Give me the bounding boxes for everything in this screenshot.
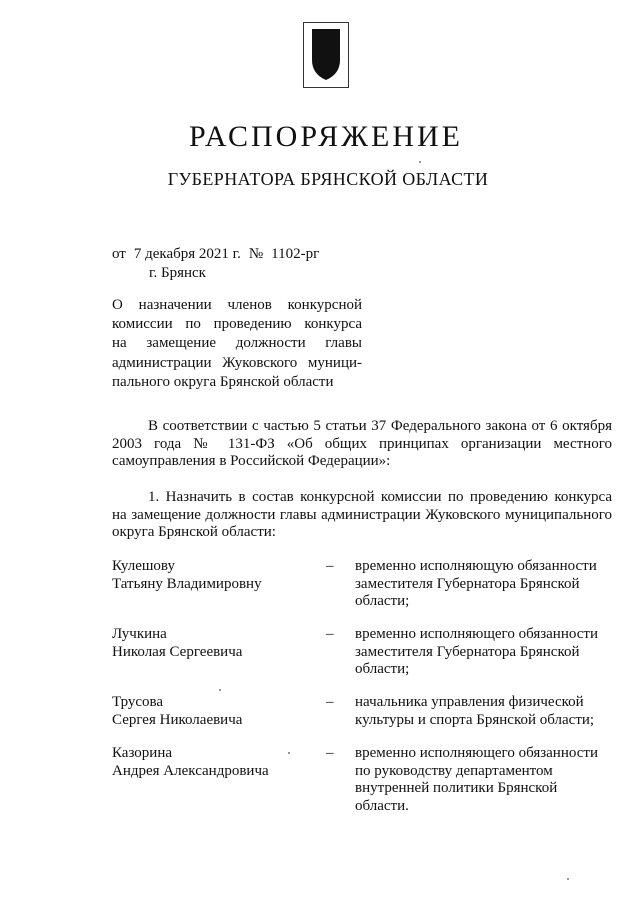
member-dash: – — [326, 626, 334, 642]
subject-line: администрации Жуковского муници- — [112, 354, 362, 371]
member-dash: – — [326, 694, 334, 710]
member-given-names: Татьяну Владимировну — [112, 575, 262, 592]
member-role-line: временно исполняющего обязанности — [355, 626, 598, 642]
member-given-names: Сергея Николаевича — [112, 711, 243, 728]
scan-speck — [288, 752, 290, 754]
preamble-paragraph — [112, 418, 612, 471]
member-role — [355, 694, 615, 729]
member-surname: Трусова — [112, 694, 164, 710]
item-1-line: на замещение должности главы администрации Жуковского муниципального — [112, 506, 612, 523]
preamble-line: В соответствии с частью 5 статьи 37 Федерального закона от 6 октября — [148, 418, 612, 434]
item-1-paragraph — [112, 489, 612, 542]
document-title: РАСПОРЯЖЕНИЕ — [188, 120, 464, 153]
scan-speck — [419, 161, 421, 163]
member-role — [355, 558, 615, 611]
subject-block — [112, 296, 362, 392]
scan-speck — [567, 878, 569, 880]
subject-line: О назначении членов конкурсной — [112, 297, 362, 313]
preamble-line: самоуправления в Российской Федерации»: — [112, 453, 391, 469]
date-prefix: от — [112, 246, 126, 262]
member-role-line: по руководству департаментом — [355, 762, 553, 779]
member-role-line: временно исполняющего обязанности — [355, 745, 598, 761]
date-number-line — [112, 246, 323, 263]
item-1-line: округа Брянской области: — [112, 524, 276, 540]
member-surname: Кулешову — [112, 558, 175, 574]
scan-speck — [219, 689, 221, 691]
member-name — [112, 745, 312, 780]
number-sign: № — [248, 246, 264, 262]
member-role — [355, 745, 615, 815]
document-subtitle: ГУБЕРНАТОРА БРЯНСКОЙ ОБЛАСТИ — [167, 169, 489, 189]
member-surname: Лучкина — [112, 626, 167, 642]
document-number: 1102-рг — [271, 246, 320, 262]
subject-line: пального округа Брянской области — [112, 373, 334, 390]
member-role-line: культуры и спорта Брянской области; — [355, 711, 595, 728]
member-surname: Казорина — [112, 745, 173, 761]
member-name — [112, 694, 312, 729]
member-role-line: внутренней политики Брянской — [355, 780, 558, 796]
member-role-line: области; — [355, 661, 410, 677]
member-role-line: области. — [355, 797, 409, 814]
subject-line: на замещение должности главы — [112, 335, 362, 352]
document-date: 7 декабря 2021 г. — [133, 246, 241, 262]
item-1-line: 1. Назначить в состав конкурсной комиссии по проведению конкурса — [148, 489, 612, 505]
member-role-line: временно исполняющую обязанности — [355, 558, 597, 574]
preamble-line: 2003 года № 131-ФЗ «Об общих принципах организации местного — [112, 435, 612, 452]
subject-line: комиссии по проведению конкурса — [112, 316, 362, 333]
member-dash: – — [326, 558, 334, 574]
coat-of-arms-icon — [303, 22, 349, 88]
member-role-line: заместителя Губернатора Брянской — [355, 575, 580, 592]
city: г. Брянск — [149, 265, 206, 281]
member-given-names: Андрея Александровича — [112, 762, 269, 779]
member-name — [112, 626, 312, 661]
member-dash: – — [326, 745, 334, 761]
member-role — [355, 626, 615, 679]
member-given-names: Николая Сергеевича — [112, 643, 243, 660]
member-role-line: заместителя Губернатора Брянской — [355, 643, 580, 660]
member-name — [112, 558, 312, 593]
member-role-line: области; — [355, 593, 410, 609]
member-role-line: начальника управления физической — [355, 694, 584, 710]
